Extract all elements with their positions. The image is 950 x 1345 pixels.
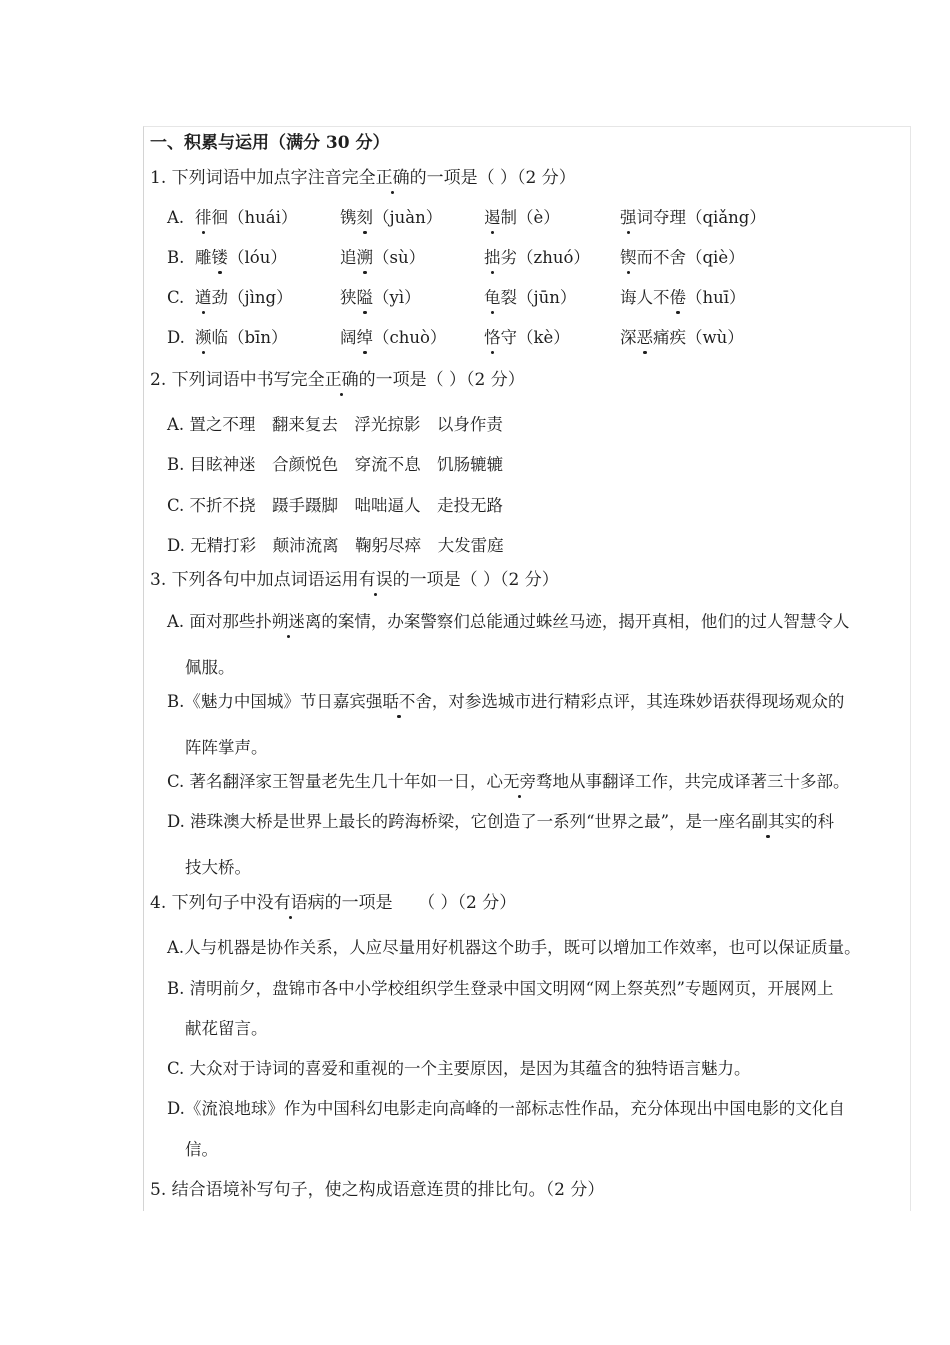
word-item: 狭隘（yì）: [340, 286, 421, 310]
option-label: D.: [167, 328, 185, 347]
question-4-option-a: A.人与机器是协作关系，人应尽量用好机器这个助手，既可以增加工作效率，也可以保证质量。: [167, 938, 861, 957]
word-item: 遏制（è）: [484, 206, 560, 230]
section-heading: 一、积累与运用（满分 30 分）: [150, 133, 390, 153]
word-item: 拙劣（zhuó）: [484, 246, 590, 270]
word-item: 恪守（kè）: [484, 326, 570, 350]
word-item: 锲而不舍（qiè）: [620, 246, 745, 270]
question-4-option-c: C. 大众对于诗词的喜爱和重视的一个主要原因，是因为其蕴含的独特语言魅力。: [167, 1059, 751, 1078]
word-item: 阔绰（chuò）: [340, 326, 446, 350]
question-1-stem: 1. 下列词语中加点字注音完全正确的一项是（ ）（2 分）: [150, 168, 576, 188]
question-3-option-a-cont: 佩服。: [185, 658, 235, 677]
question-4-option-d: D.《流浪地球》作为中国科幻电影走向高峰的一部标志性作品，充分体现出中国电影的文化自: [167, 1099, 845, 1118]
question-3-option-a: A. 面对那些扑朔迷离的案情，办案警察们总能通过蛛丝马迹，揭开真相，他们的过人智慧令人: [167, 610, 849, 634]
question-2-option-c: C. 不折不挠 蹑手蹑脚 咄咄逼人 走投无路: [167, 496, 504, 515]
word-item: 追溯（sù）: [340, 246, 425, 270]
word-item: 诲人不倦（huī）: [620, 286, 746, 310]
word-item: 雕镂（lóu）: [195, 246, 287, 270]
word-item: 遒劲（jìng）: [195, 286, 293, 310]
question-3-option-c: C. 著名翻泽家王智量老先生几十年如一日，心无旁骛地从事翻译工作，共完成译著三十多部。: [167, 770, 850, 794]
question-4-option-b-cont: 献花留言。: [185, 1019, 268, 1038]
question-3-option-d-cont: 技大桥。: [185, 858, 251, 877]
word-item: 强词夺理（qiǎng）: [620, 206, 766, 230]
option-label: B.: [167, 248, 185, 267]
option-label: C.: [167, 288, 185, 307]
option-label: A.: [167, 208, 185, 227]
question-5-stem: 5. 结合语境补写句子，使之构成语意连贯的排比句。（2 分）: [150, 1180, 605, 1200]
word-item: 镌刻（juàn）: [340, 206, 442, 230]
question-2-option-d: D. 无精打彩 颠沛流离 鞠躬尽瘁 大发雷庭: [167, 536, 504, 555]
question-3-option-b: B.《魅力中国城》节日嘉宾强聒不舍，对参选城市进行精彩点评，其连珠妙语获得现场观众的: [167, 690, 844, 714]
question-4-option-d-cont: 信。: [185, 1140, 218, 1159]
word-item: 濒临（bīn）: [195, 326, 287, 350]
question-3-stem: 3. 下列各句中加点词语运用有误的一项是（ ）（2 分）: [150, 570, 559, 590]
question-2-stem: 2. 下列词语中书写完全正确的一项是（ ）（2 分）: [150, 370, 525, 390]
question-4-stem: 4. 下列句子中没有语病的一项是 （ ）（2 分）: [150, 893, 517, 913]
question-2-option-a: A. 置之不理 翻来复去 浮光掠影 以身作责: [167, 415, 503, 434]
question-4-option-b: B. 清明前夕，盘锦市各中小学校组织学生登录中国文明网“网上祭英烈”专题网页，开展网上: [167, 979, 834, 998]
word-item: 深恶痛疾（wù）: [620, 326, 744, 350]
word-item: 龟裂（jūn）: [484, 286, 576, 310]
word-item: 徘徊（huái）: [195, 206, 297, 230]
question-3-option-b-cont: 阵阵掌声。: [185, 738, 268, 757]
question-2-option-b: B. 目眩神迷 合颜悦色 穿流不息 饥肠辘辘: [167, 455, 504, 474]
question-3-option-d: D. 港珠澳大桥是世界上最长的跨海桥梁，它创造了一系列“世界之最”，是一座名副其实的科: [167, 810, 834, 834]
